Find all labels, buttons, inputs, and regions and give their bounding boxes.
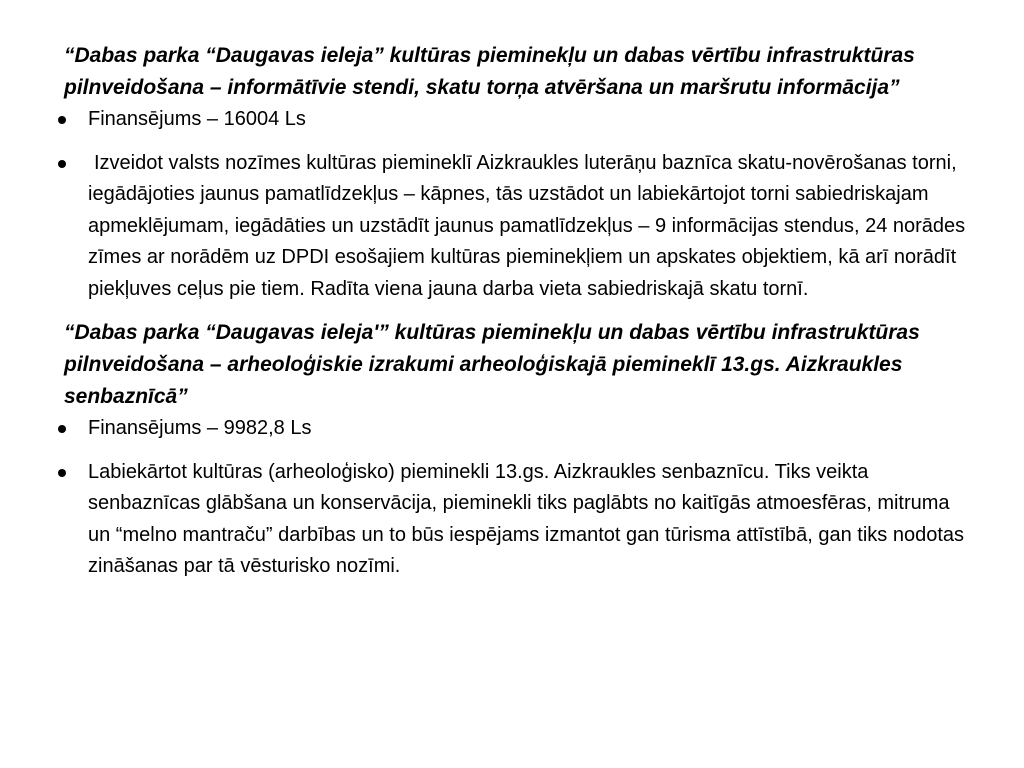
funding-text: Finansējums – 9982,8 Ls <box>88 417 312 439</box>
project-2-bullet-list <box>58 413 970 583</box>
list-item <box>58 457 970 583</box>
project-heading-1 <box>58 40 970 104</box>
description-text: Izveidot valsts nozīmes kultūras piemineklī Aizkraukles luterāņu baznīca skatu-novērošanas torni, iegādājoties jaunus pamatlīdzekļus – kāpnes, tās uzstādot un labiekārtojot torni sabiedriskajam apmeklējumam, iegādāties un uzstādīt jaunus pamatlīdzekļus – 9 informācijas stendus, 24 norādes zīmes ar norādēm uz DPDI esošajiem kultūras pieminekļiem un apskates objektiem, kā arī norādīt piekļuves ceļus pie tiem. Radīta viena jauna darba vieta sabiedriskajā skatu tornī. <box>88 151 966 300</box>
project-heading-1-text: “Dabas parka “Daugavas ieleja” kultūras pieminekļu un dabas vērtību infrastruktūras pilnveidošana – informātīvie stendi, skatu torņa atvēršana un maršrutu informācija” <box>64 44 915 99</box>
project-section-1 <box>58 40 970 305</box>
list-item <box>58 148 970 306</box>
project-1-bullet-list <box>58 104 970 305</box>
bullet-icon <box>58 116 66 124</box>
project-section-2 <box>58 317 970 583</box>
bullet-icon <box>58 469 66 477</box>
funding-text: Finansējums – 16004 Ls <box>88 108 306 130</box>
description-text: Labiekārtot kultūras (arheoloģisko) pieminekli 13.gs. Aizkraukles senbaznīcu. Tiks veikta senbaznīcas glābšana un konservācija, pieminekli tiks paglābts no kaitīgās atmoesfēras, mitruma un “melno mantraču” darbības un to būs iespējams izmantot gan tūrisma attīstībā, gan tiks nodotas zināšanas par tā vēsturisko nozīmi. <box>88 460 965 577</box>
project-heading-2 <box>58 317 970 413</box>
bullet-icon <box>58 160 66 168</box>
project-heading-2-text: “Dabas parka “Daugavas ieleja'” kultūras pieminekļu un dabas vērtību infrastruktūras pilnveidošana – arheoloģiskie izrakumi arheoloģiskajā piemineklī 13.gs. Aizkraukles senbaznīcā” <box>64 321 920 408</box>
bullet-icon <box>58 425 66 433</box>
slide-content <box>58 40 970 583</box>
list-item <box>58 413 970 445</box>
list-item <box>58 104 970 136</box>
